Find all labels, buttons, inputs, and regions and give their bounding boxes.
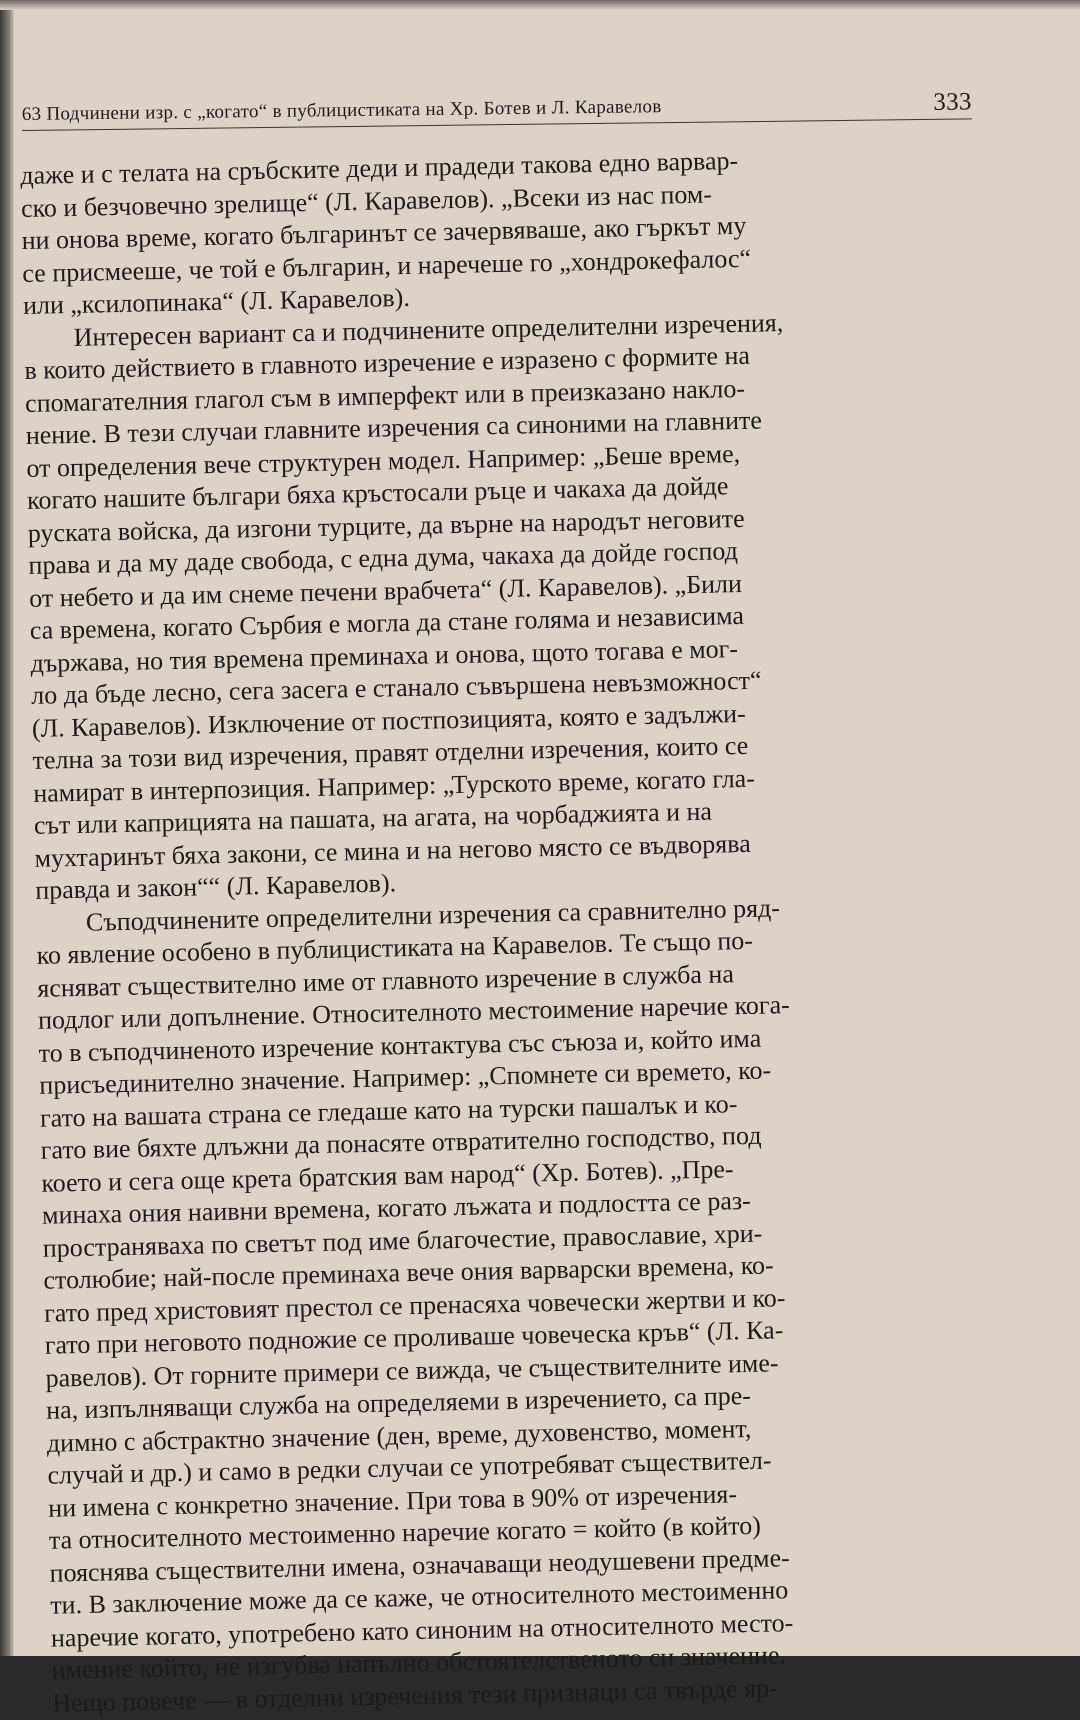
text-line: гато при неговото подножие се проливаше човеческа кръв“ (Л. Ка- — [44, 1315, 784, 1360]
book-spine-shadow — [0, 0, 14, 1656]
text-line: гато на вашата страна се гледаше като на турски пашалък и ко- — [39, 1088, 738, 1133]
text-line: спомагателния глагол съм в имперфект или в преизказано накло- — [24, 373, 746, 418]
text-line: столюбие; най-после преминаха вече ония варварски времена, ко- — [43, 1250, 774, 1295]
text-line: телна за този вид изречения, правят отделни изречения, които се — [32, 730, 749, 775]
text-line: от определения вече структурен модел. Например: „Беше време, — [26, 438, 741, 483]
body-text — [20, 140, 1012, 1720]
text-line: държава, но тия времена преминаха и онова, щото тогава е мог- — [30, 633, 739, 678]
text-line: Съподчинените определителни изречения са сравнително ряд- — [85, 892, 781, 937]
page-number: 333 — [933, 88, 972, 116]
running-head-text: 63 Подчинени изр. с „когато“ в публицистиката на Хр. Ботев и Л. Каравелов — [21, 96, 662, 126]
text-line: равелов). От горните примери се вижда, че съществителните име- — [45, 1347, 779, 1393]
text-line: димно с абстрактно значение (ден, време, духовенство, момент, — [46, 1413, 752, 1458]
text-line: се присмееше, че той е българин, и наречеше го „хондрокефалос“ — [22, 243, 752, 288]
text-line: ни имена с конкретно значение. При това в 90% от изречения- — [47, 1478, 738, 1523]
text-line: случай и др.) и само в редки случаи се употребяват съществител- — [47, 1445, 772, 1490]
text-line: (Л. Каравелов). Изключение от постпозицията, която е задължи- — [31, 698, 746, 743]
text-line: права и да му даде свобода, с една дума, чакаха да дойде господ — [28, 536, 739, 580]
text-line: присъединително значение. Например: „Спомнете си времето, ко- — [39, 1055, 772, 1100]
text-line: мухтаринът бяха закони, се мина и на негово място се въдворява — [34, 828, 751, 873]
text-line: подлог или допълнение. Относителното местоимение наречие кога- — [37, 990, 791, 1035]
text-line: наречие когато, употребено като синоним на относителното место- — [50, 1607, 794, 1653]
text-line: нение. В тези случаи главните изречения са синоними на главните — [25, 405, 763, 450]
text-line: ясняват съществително име от главното изречение в служба на — [37, 958, 735, 1003]
text-line: руската войска, да изгони турците, да върне на народът неговите — [27, 503, 745, 548]
text-line: та относителното местоименно наречие когато = който (в който) — [48, 1510, 762, 1555]
text-line: ло да бъде лесно, сега засега е станало съвършена невъзможност“ — [30, 665, 762, 710]
text-line: гато вие бяхте длъжни да понасяте отвратително господство, под — [40, 1120, 762, 1165]
text-line: то в съподчиненото изречение контактува със съюза и, който има — [38, 1023, 762, 1068]
text-line: пространяваха по светът под име благочестие, православие, хри- — [42, 1218, 763, 1263]
text-line: пояснява съществителни имена, означаващи неодушевени предме- — [49, 1542, 791, 1588]
text-line: имение който, не изгубва напълно обстоятелственото си значение. — [51, 1640, 787, 1685]
text-line: даже и с телата на сръбските деди и прадеди такова едно варвар- — [20, 145, 739, 190]
text-line: ти. В заключение може да се каже, че относителното местоименно — [49, 1575, 789, 1620]
text-line: ни онова време, когато българинът се зачервяваше, ако гъркът му — [21, 210, 747, 255]
text-line: от небето и да им снеме печени врабчета“ (Л. Каравелов). „Били — [28, 568, 743, 613]
page-top-edge — [0, 0, 1080, 10]
text-line: са времена, когато Сърбия е могла да стане голяма и независима — [29, 600, 745, 645]
running-head — [22, 84, 972, 131]
text-line: на, изпълняващи служба на определяеми в изречението, са пре- — [45, 1380, 752, 1425]
text-line: в които действието в главното изречение е изразено с формите на — [24, 340, 751, 385]
text-line: гато пред христовият престол се пренасяха човечески жертви и ко- — [43, 1282, 786, 1328]
text-line: ско и безчовечно зрелище“ (Л. Каравелов). „Всеки из нас пом- — [20, 179, 713, 223]
text-line: ко явление особено в публицистиката на Каравелов. Те също по- — [36, 925, 754, 970]
text-line: минаха ония наивни времена, когато лъжата и подлостта се раз- — [41, 1185, 752, 1230]
text-line: намират в интерпозиция. Например: „Турското време, когато гла- — [32, 763, 756, 808]
text-line: Нещо повече — в отделни изречения тези признаци са твърде яр- — [52, 1672, 779, 1718]
text-line: правда и закон““ (Л. Каравелов). — [34, 868, 397, 905]
text-line: или „ксилопинака“ (Л. Каравелов). — [22, 282, 411, 320]
text-line: когато нашите българи бяха кръстосали ръце и чакаха да дойде — [26, 471, 729, 515]
text-line: което и сега още крета братския вам народ“ (Хр. Ботев). „Пре- — [41, 1153, 734, 1198]
text-line: Интересен вариант са и подчинените определителни изречения, — [73, 307, 784, 352]
text-line: сът или каприцията на пашата, на агата, на чорбаджията и на — [33, 796, 713, 840]
